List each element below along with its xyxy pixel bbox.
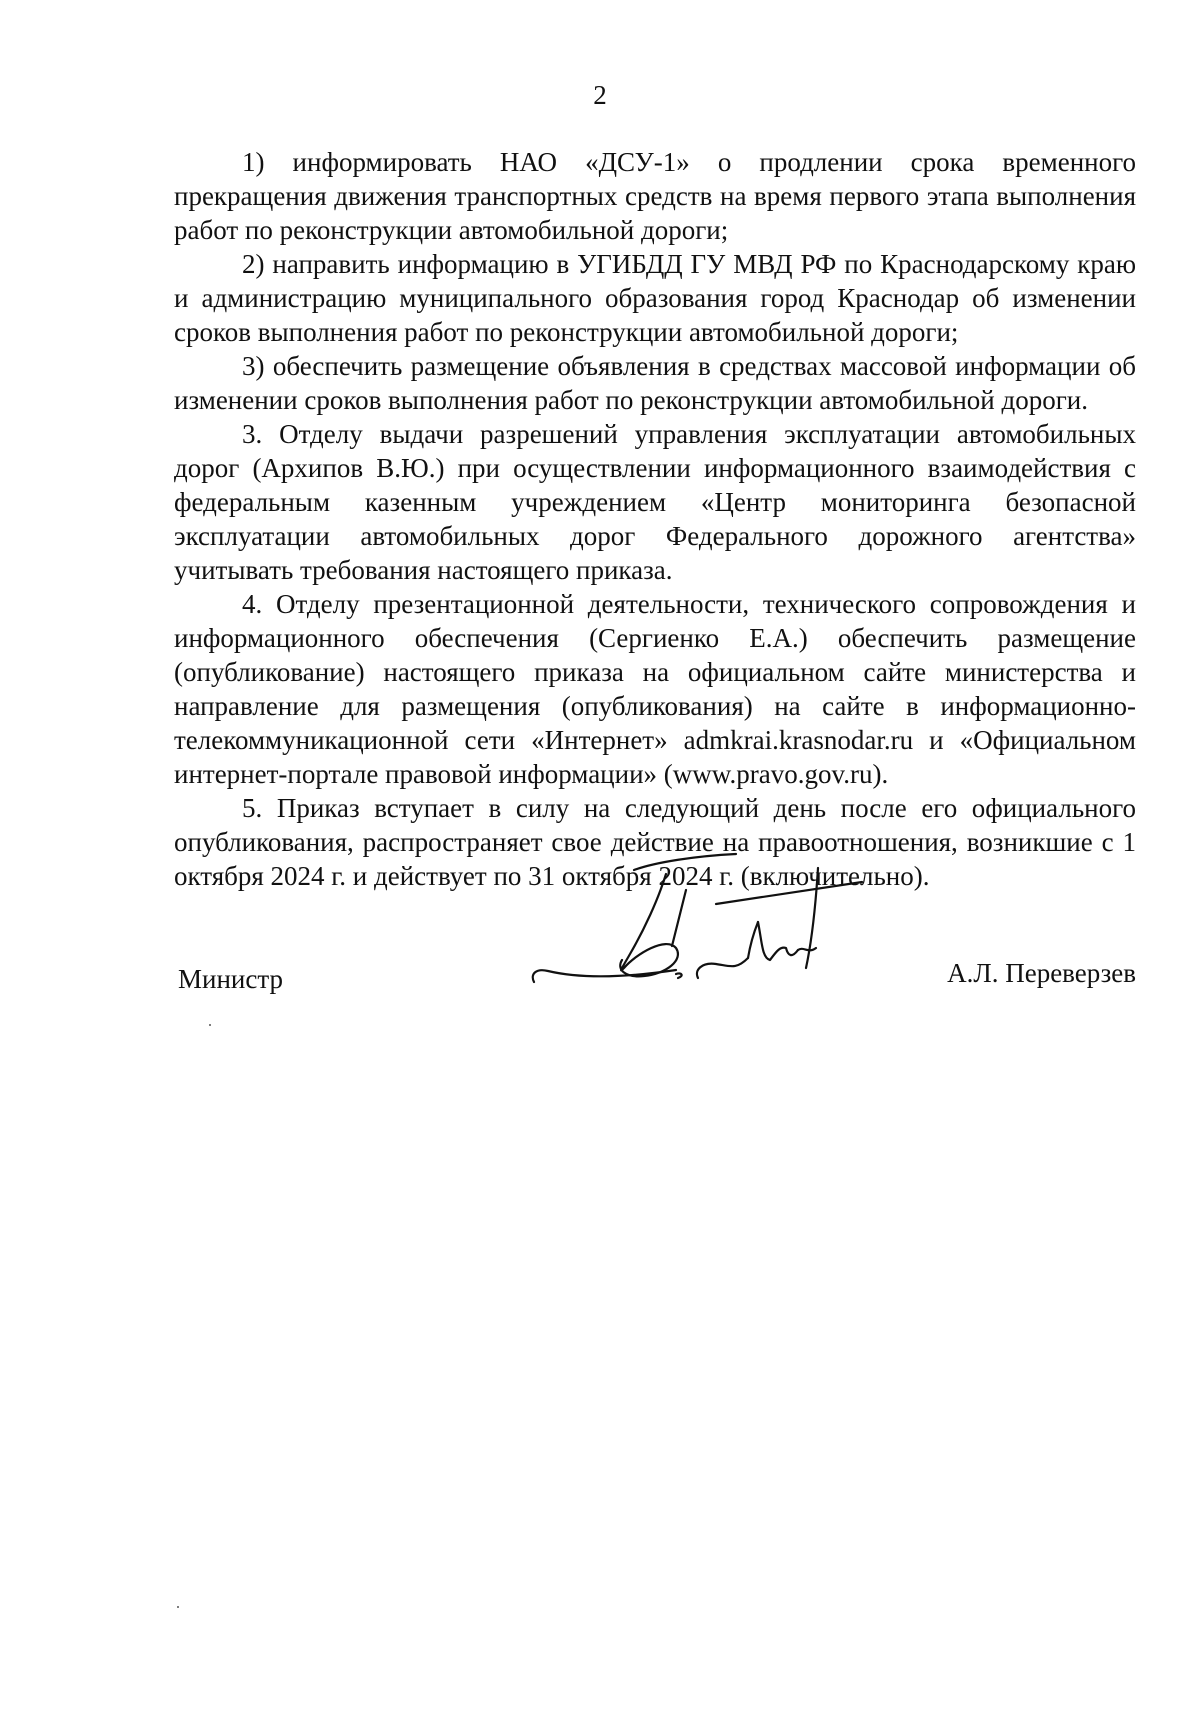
handwritten-signature-icon xyxy=(526,850,866,1010)
paragraph-4: 4. Отделу презентационной деятельности, технического сопровождения и информационного обеспечения (Сергиенко Е.А.) обеспечить размещение (опубликование) настоящего приказа на официальном сайте министерства и направление для размещения (опубликования) на сайте в информационно-телекоммуникационной сети «Интернет» admkrai.krasnodar.ru и «Официальном интернет-портале правовой информации» (www.pravo.gov.ru). xyxy=(174,589,1136,789)
signatory-name: А.Л. Переверзев xyxy=(947,958,1136,988)
scan-speck xyxy=(177,1606,179,1608)
paragraph-3: 3. Отделу выдачи разрешений управления эксплуатации автомобильных дорог (Архипов В.Ю.) при осуществлении информационного взаимодействия с федеральным казенным учреждением «Центр мониторинга безопасной эксплуатации автомобильных дорог Федерального дорожного агентства» учитывать требования настоящего приказа. xyxy=(174,419,1136,585)
scan-speck xyxy=(209,1024,211,1026)
paragraph-1-3: 3) обеспечить размещение объявления в средствах массовой информации об изменении сроков выполнения работ по реконструкции автомобильной дороги. xyxy=(174,351,1136,415)
signatory-title: Министр xyxy=(178,964,283,994)
document-body xyxy=(174,145,1136,893)
paragraph-5: 5. Приказ вступает в силу на следующий день после его официального опубликования, распространяет свое действие на правоотношения, возникшие с 1 октября 2024 г. и действует по 31 октября 2024 г. (включительно). xyxy=(174,793,1136,891)
page-number: 2 xyxy=(593,80,607,110)
paragraph-1-2: 2) направить информацию в УГИБДД ГУ МВД РФ по Краснодарскому краю и администрацию муниципального образования город Краснодар об изменении сроков выполнения работ по реконструкции автомобильной дороги; xyxy=(174,249,1136,347)
paragraph-1-1: 1) информировать НАО «ДСУ-1» о продлении срока временного прекращения движения транспортных средств на время первого этапа выполнения работ по реконструкции автомобильной дороги; xyxy=(174,147,1136,245)
signature-block xyxy=(174,940,1136,1060)
